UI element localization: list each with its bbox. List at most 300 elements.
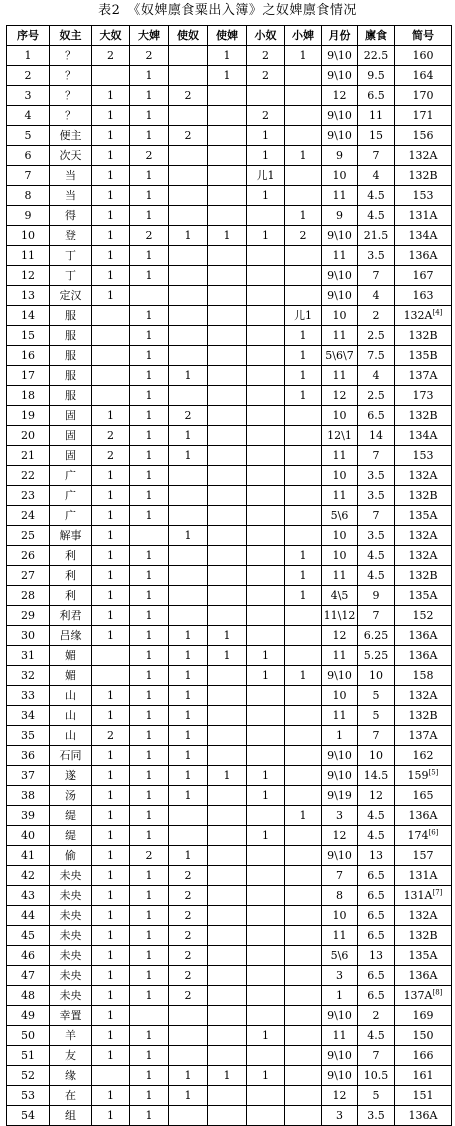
slip-number: 153	[412, 448, 434, 462]
table-cell: 31	[7, 646, 50, 666]
table-cell	[395, 666, 452, 686]
owner-cell: ？	[50, 86, 92, 106]
table-cell: 1	[322, 726, 358, 746]
table-cell: 19	[7, 406, 50, 426]
table-cell: 12	[322, 386, 358, 406]
table-cell: 1	[130, 866, 169, 886]
table-cell	[285, 286, 322, 306]
table-cell: 2	[169, 906, 208, 926]
table-cell	[247, 466, 285, 486]
table-cell	[169, 1106, 208, 1126]
slip-number: 150	[412, 1028, 434, 1042]
table-cell: 1	[92, 466, 130, 486]
table-cell: 7	[358, 1046, 395, 1066]
table-cell: 21.5	[358, 226, 395, 246]
table-cell: 1	[92, 1026, 130, 1046]
table-row	[7, 646, 452, 666]
table-row	[7, 246, 452, 266]
table-cell	[208, 546, 247, 566]
table-row	[7, 806, 452, 826]
table-cell	[208, 826, 247, 846]
table-cell	[169, 266, 208, 286]
table-cell: 1	[130, 806, 169, 826]
slip-number: 137A	[403, 988, 433, 1002]
table-cell	[92, 66, 130, 86]
table-cell: 3.5	[358, 1106, 395, 1126]
table-cell: 1	[130, 326, 169, 346]
owner-cell: 遂	[50, 766, 92, 786]
table-cell: 13	[7, 286, 50, 306]
table-cell	[169, 1046, 208, 1066]
table-cell: 14	[358, 426, 395, 446]
table-body	[7, 46, 452, 1126]
table-cell	[395, 1086, 452, 1106]
table-cell: 7	[358, 506, 395, 526]
table-cell	[395, 906, 452, 926]
table-cell: 1	[169, 726, 208, 746]
owner-cell: 缘	[50, 1066, 92, 1086]
table-cell: 1	[130, 566, 169, 586]
table-row	[7, 926, 452, 946]
table-cell: 1	[92, 686, 130, 706]
table-cell	[395, 566, 452, 586]
owner-cell: 当	[50, 166, 92, 186]
owner-cell: ？	[50, 66, 92, 86]
table-row	[7, 886, 452, 906]
table-cell: 2	[247, 46, 285, 66]
table-cell: 4.5	[358, 806, 395, 826]
table-cell: 1	[285, 386, 322, 406]
table-cell	[395, 126, 452, 146]
table-cell: 1	[130, 786, 169, 806]
table-cell: 1	[130, 346, 169, 366]
table-cell: 6.5	[358, 866, 395, 886]
owner-cell: 服	[50, 366, 92, 386]
table-cell	[395, 646, 452, 666]
table-cell: 32	[7, 666, 50, 686]
slip-number: 132B	[408, 168, 438, 182]
table-cell: 1	[169, 526, 208, 546]
table-cell: 7	[322, 866, 358, 886]
owner-cell: 缇	[50, 826, 92, 846]
table-cell: 2	[92, 726, 130, 746]
table-cell	[247, 306, 285, 326]
table-cell: 9\10	[322, 66, 358, 86]
table-cell	[395, 226, 452, 246]
table-cell	[285, 186, 322, 206]
table-cell: 2	[169, 86, 208, 106]
table-cell: 1	[92, 626, 130, 646]
owner-cell: 未央	[50, 966, 92, 986]
table-cell: 9.5	[358, 66, 395, 86]
table-cell: 29	[7, 606, 50, 626]
table-cell: 47	[7, 966, 50, 986]
column-header: 廪食	[358, 26, 395, 46]
table-cell	[247, 926, 285, 946]
table-cell	[395, 986, 452, 1006]
table-cell	[395, 426, 452, 446]
table-cell: 1	[130, 206, 169, 226]
table-cell: 9\19	[322, 786, 358, 806]
slip-number: 135A	[408, 948, 438, 962]
table-cell	[395, 826, 452, 846]
table-cell	[395, 926, 452, 946]
table-cell: 8	[322, 886, 358, 906]
table-cell: 27	[7, 566, 50, 586]
slip-number: 132B	[408, 928, 438, 942]
table-cell: 2	[130, 226, 169, 246]
table-cell: 1	[208, 766, 247, 786]
table-cell: 11	[322, 926, 358, 946]
table-cell: 36	[7, 746, 50, 766]
table-cell: 1	[285, 326, 322, 346]
table-cell	[247, 386, 285, 406]
table-cell	[285, 906, 322, 926]
table-cell	[247, 806, 285, 826]
table-cell: 1	[92, 906, 130, 926]
table-cell: 20	[7, 426, 50, 446]
table-cell	[169, 486, 208, 506]
slip-number: 132A	[408, 468, 438, 482]
footnote-marker: [7]	[432, 887, 443, 896]
table-cell: 46	[7, 946, 50, 966]
table-cell: 3	[7, 86, 50, 106]
table-cell: 1	[285, 586, 322, 606]
table-cell	[247, 526, 285, 546]
owner-cell: 吕缘	[50, 626, 92, 646]
table-cell	[208, 706, 247, 726]
table-cell: 12	[358, 786, 395, 806]
table-cell	[395, 106, 452, 126]
table-cell	[247, 686, 285, 706]
column-header: 月份	[322, 26, 358, 46]
table-cell	[247, 246, 285, 266]
table-cell: 1	[92, 806, 130, 826]
table-cell	[208, 486, 247, 506]
owner-cell: 解事	[50, 526, 92, 546]
table-cell: 5	[358, 686, 395, 706]
table-cell: 11	[322, 326, 358, 346]
table-cell: 1	[130, 1046, 169, 1066]
table-cell	[92, 646, 130, 666]
table-row	[7, 466, 452, 486]
table-row	[7, 326, 452, 346]
table-cell: 2	[130, 146, 169, 166]
table-cell: 9\10	[322, 126, 358, 146]
owner-cell: 固	[50, 426, 92, 446]
table-cell: 11	[358, 106, 395, 126]
table-row	[7, 126, 452, 146]
owner-cell: 偷	[50, 846, 92, 866]
table-cell: 1	[247, 186, 285, 206]
table-cell: 51	[7, 1046, 50, 1066]
table-cell: 21	[7, 446, 50, 466]
slip-number: 153	[412, 188, 434, 202]
table-cell	[395, 166, 452, 186]
owner-cell: 固	[50, 446, 92, 466]
table-row	[7, 1046, 452, 1066]
table-row	[7, 786, 452, 806]
table-cell: 1	[130, 386, 169, 406]
slip-number: 170	[412, 88, 434, 102]
table-cell	[395, 386, 452, 406]
table-cell: 11	[322, 646, 358, 666]
table-row	[7, 226, 452, 246]
table-cell: 45	[7, 926, 50, 946]
table-cell: 53	[7, 1086, 50, 1106]
owner-cell: 媚	[50, 646, 92, 666]
owner-cell: 广	[50, 506, 92, 526]
table-cell: 1	[130, 986, 169, 1006]
table-cell: 1	[130, 746, 169, 766]
table-cell	[208, 166, 247, 186]
table-cell: 1	[92, 946, 130, 966]
table-cell	[208, 846, 247, 866]
table-cell: 1	[92, 186, 130, 206]
table-cell	[169, 346, 208, 366]
table-cell: 1	[92, 586, 130, 606]
table-cell: 11	[7, 246, 50, 266]
table-cell	[395, 326, 452, 346]
table-cell: 1	[130, 966, 169, 986]
table-cell: 1	[92, 286, 130, 306]
table-cell: 1	[130, 106, 169, 126]
table-cell	[395, 366, 452, 386]
table-cell	[208, 426, 247, 446]
table-cell	[169, 326, 208, 346]
column-header: 小奴	[247, 26, 285, 46]
footnote-marker: [5]	[428, 767, 439, 776]
table-cell: 1	[92, 766, 130, 786]
table-cell	[208, 606, 247, 626]
footnote-marker: [8]	[432, 987, 443, 996]
table-cell	[395, 66, 452, 86]
slip-number: 166	[412, 1048, 434, 1062]
owner-cell: 未央	[50, 926, 92, 946]
table-cell	[208, 786, 247, 806]
slip-number: 167	[412, 268, 434, 282]
table-cell	[247, 906, 285, 926]
table-cell: 10	[322, 546, 358, 566]
table-cell: 1	[92, 1106, 130, 1126]
table-cell	[395, 186, 452, 206]
table-cell	[208, 186, 247, 206]
table-cell	[395, 506, 452, 526]
slip-number: 132A	[408, 908, 438, 922]
table-cell: 37	[7, 766, 50, 786]
table-cell: 儿1	[285, 306, 322, 326]
slip-number: 135A	[408, 508, 438, 522]
table-cell: 1	[247, 1066, 285, 1086]
table-cell	[208, 886, 247, 906]
table-cell: 儿1	[247, 166, 285, 186]
table-cell	[208, 286, 247, 306]
table-cell: 1	[130, 646, 169, 666]
table-cell: 1	[92, 706, 130, 726]
table-cell: 10	[322, 306, 358, 326]
table-cell	[247, 986, 285, 1006]
table-cell: 12	[322, 626, 358, 646]
slip-number: 169	[412, 1008, 434, 1022]
table-cell: 1	[92, 566, 130, 586]
table-row	[7, 566, 452, 586]
table-cell: 1	[208, 646, 247, 666]
table-cell	[247, 586, 285, 606]
table-cell: 2	[92, 446, 130, 466]
table-cell: 2	[169, 986, 208, 1006]
table-cell: 8	[7, 186, 50, 206]
table-cell	[285, 486, 322, 506]
table-row	[7, 86, 452, 106]
table-cell	[208, 1006, 247, 1026]
table-cell: 1	[7, 46, 50, 66]
table-cell: 39	[7, 806, 50, 826]
table-row	[7, 506, 452, 526]
slip-number: 165	[412, 788, 434, 802]
table-cell	[92, 306, 130, 326]
column-header: 奴主	[50, 26, 92, 46]
table-cell: 1	[130, 686, 169, 706]
table-cell	[285, 506, 322, 526]
table-cell: 1	[130, 246, 169, 266]
table-cell	[169, 146, 208, 166]
table-cell: 1	[92, 486, 130, 506]
table-cell: 9\10	[322, 286, 358, 306]
table-cell: 2	[169, 926, 208, 946]
table-cell	[247, 946, 285, 966]
slip-number: 132B	[408, 568, 438, 582]
table-cell	[395, 686, 452, 706]
table-cell	[395, 526, 452, 546]
table-cell	[169, 206, 208, 226]
table-cell: 11	[322, 366, 358, 386]
table-row	[7, 66, 452, 86]
table-cell: 1	[169, 1086, 208, 1106]
table-cell	[285, 266, 322, 286]
slip-number: 131A	[408, 208, 438, 222]
table-cell: 3.5	[358, 486, 395, 506]
table-cell	[395, 1026, 452, 1046]
table-row	[7, 626, 452, 646]
table-cell	[285, 646, 322, 666]
owner-cell: 服	[50, 326, 92, 346]
table-cell	[285, 526, 322, 546]
table-cell: 1	[92, 886, 130, 906]
table-cell: 7	[358, 446, 395, 466]
table-cell	[208, 806, 247, 826]
table-cell: 1	[169, 646, 208, 666]
table-cell: 6.5	[358, 986, 395, 1006]
table-cell	[247, 1006, 285, 1026]
table-cell: 1	[130, 486, 169, 506]
table-row	[7, 1066, 452, 1086]
table-cell: 1	[92, 266, 130, 286]
table-cell	[247, 546, 285, 566]
column-header: 使奴	[169, 26, 208, 46]
table-cell	[247, 266, 285, 286]
slip-number: 132B	[408, 408, 438, 422]
table-cell	[208, 346, 247, 366]
table-cell	[169, 106, 208, 126]
table-cell: 6.25	[358, 626, 395, 646]
table-cell: 1	[92, 246, 130, 266]
table-cell	[247, 846, 285, 866]
table-cell: 1	[322, 986, 358, 1006]
table-title: 表2 《奴婢廪食粟出入簿》之奴婢廪食情况	[98, 3, 357, 18]
table-cell	[92, 326, 130, 346]
table-cell	[92, 366, 130, 386]
table-cell: 1	[92, 166, 130, 186]
table-cell: 1	[130, 1026, 169, 1046]
table-row	[7, 946, 452, 966]
table-cell	[208, 146, 247, 166]
table-cell: 1	[130, 906, 169, 926]
table-cell	[285, 686, 322, 706]
table-cell: 48	[7, 986, 50, 1006]
slip-number: 135A	[408, 588, 438, 602]
table-row	[7, 666, 452, 686]
table-cell: 12	[322, 86, 358, 106]
table-cell: 42	[7, 866, 50, 886]
table-cell: 1	[92, 526, 130, 546]
table-cell	[285, 126, 322, 146]
table-row	[7, 286, 452, 306]
table-cell	[395, 266, 452, 286]
table-cell: 1	[130, 546, 169, 566]
table-cell: 1	[169, 786, 208, 806]
table-cell: 33	[7, 686, 50, 706]
table-cell: 4.5	[358, 826, 395, 846]
slip-number: 173	[412, 388, 434, 402]
table-cell: 3.5	[358, 246, 395, 266]
table-cell	[208, 106, 247, 126]
table-cell	[395, 626, 452, 646]
table-cell	[169, 586, 208, 606]
slip-number: 164	[412, 68, 434, 82]
table-cell	[285, 66, 322, 86]
table-cell	[169, 466, 208, 486]
table-cell: 2	[247, 106, 285, 126]
table-cell: 5	[7, 126, 50, 146]
owner-cell: 丁	[50, 246, 92, 266]
table-cell: 9\10	[322, 266, 358, 286]
table-cell: 49	[7, 1006, 50, 1026]
table-row	[7, 266, 452, 286]
table-cell	[247, 1086, 285, 1106]
table-cell	[285, 726, 322, 746]
table-cell: 1	[92, 1006, 130, 1026]
table-cell	[395, 726, 452, 746]
table-cell: 6	[7, 146, 50, 166]
table-cell: 1	[130, 1066, 169, 1086]
table-cell: 9\10	[322, 226, 358, 246]
table-cell: 14.5	[358, 766, 395, 786]
table-cell: 3.5	[358, 526, 395, 546]
table-cell	[208, 986, 247, 1006]
table-cell	[208, 506, 247, 526]
table-cell: 12	[322, 1086, 358, 1106]
table-cell	[169, 166, 208, 186]
table-cell: 34	[7, 706, 50, 726]
table-cell: 30	[7, 626, 50, 646]
table-cell: 9\10	[322, 846, 358, 866]
table-cell	[247, 506, 285, 526]
table-cell	[395, 866, 452, 886]
table-cell: 6.5	[358, 906, 395, 926]
table-cell	[208, 566, 247, 586]
table-cell: 9	[322, 146, 358, 166]
table-cell	[208, 386, 247, 406]
